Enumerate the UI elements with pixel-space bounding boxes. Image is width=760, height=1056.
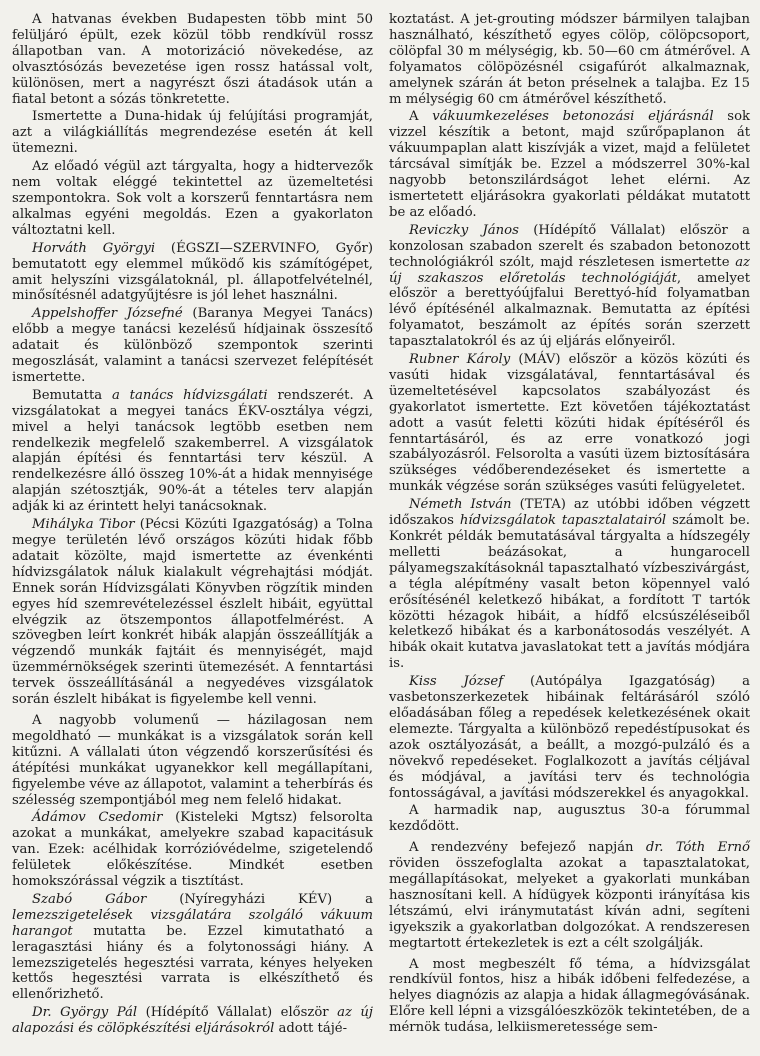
italic-text: Reviczky János xyxy=(409,222,519,238)
italic-text: Rubner Károly xyxy=(409,352,511,368)
paragraph xyxy=(12,388,373,515)
text-run: (Baranya Megyei Tanács) előbb a megye tanácsi kezelésű hídjainak összesítő adatait és különböző szempontok szerinti megoszlását, valamint a tanácsi szervezet felépítését ismertette. xyxy=(12,306,373,385)
text-run: (Nyíregyházi KÉV) a xyxy=(146,891,373,907)
text-run: , amelyet először a berettyóújfalui Berettyó-híd folyamatban lévő építésénél alkalmaznak. Bemutatta az építési folyamatot, beszámolt az építés során szerzett tapasztalatokról és az új eljárás előnyeiről. xyxy=(389,270,751,350)
text-run: (Hídépítő Vállalat) először a konzolosan szabadon szerelt és szabadon betonozott technológiákról szólt, majd részletesen ismertette xyxy=(389,222,751,270)
italic-text: Szabó Gábor xyxy=(32,891,147,907)
italic-text: Horváth Györgyi xyxy=(32,240,156,256)
text-run: rendszerét. A vizsgálatokat a megyei tanács ÉKV-osztálya végzi, mivel a helyi tanácsok legtöbb esetben nem rendelkezik megfelelő szakemberrel. A vizsgálatok alapján építési és fenntartási terv készül. A rendelkezésre álló összeg 10%-át a hidak mennyisége alapján szétosztják, 90%-át a tételes terv alapján adják ki az érintett helyi tanácsoknak. xyxy=(12,387,373,515)
italic-text: Mihályka Tibor xyxy=(32,517,135,533)
text-column-right xyxy=(389,12,750,1056)
text-run: adott tájé- xyxy=(274,1021,348,1037)
text-run: mutatta be. Ezzel kimutatható a leragasztási hiány és a folytonossági hiány. A lemezszigetelés hegesztési varrata, kényes helyeken kettős hegesztési varrata is elkészíthető és ellenőrizhető. xyxy=(12,923,373,1003)
text-run: (Pécsi Közúti Igazgatóság) a Tolna megye területén lévő országos közúti hidak főbb adatait közölte, majd ismertette az évenkénti hídvizsgálatok náluk kialakult végrehajtási módját. Ennek során Hídvizsgálati Könyvben rögzítik minden egyes híd szemrevételezéssel észlelt hibáit, együttal elvégzik az ötszempontos állapotfelmérést. A szövegben leírt konkrét hibák alapján összeállítják a végzendő munkák fajtáit és mennyiségét, majd üzemmérnökségek szerinti ütemezését. A fenntartási tervek összeállításánál a negyedéves vizsgálatok során észlelt hibákat is figyelembe kell venni. xyxy=(12,517,373,708)
paragraph xyxy=(389,223,750,350)
paragraph xyxy=(12,306,373,386)
text-run: (Autópálya Igazgatóság) a vasbetonszerkezetek hibáinak feltárásáról szóló előadásában főleg a repedések keletkezésének okait elemezte. Tárgyalta a különböző repedéstípusokat és azok osztályozását, a beállt, a mozgó-pulzáló és a növekvő repedéseket. Foglalkozott a javítás céljával és módjával, a javítási terv és technológia fontosságával, a javítási módszerekkel és anyagokkal. xyxy=(389,674,750,801)
italic-text: Kiss József xyxy=(409,674,504,690)
paragraph xyxy=(12,109,373,157)
text-run: röviden összefoglalta azokat a tapasztalatokat, megállapításokat, melyeket a gyakorlati munkában hasznosítani kell. A hídügyek központi irányítása kis létszámú, elvi iránymutatást kíván adni, segíteni igyekszik a gyakorlatban dolgozókat. A rendszeresen megtartott értekezletek is ezt a célt szolgálják. xyxy=(389,856,750,951)
text-column-left xyxy=(12,12,373,1056)
paragraph xyxy=(12,1005,373,1037)
italic-text: dr. Tóth Ernő xyxy=(645,840,750,856)
paragraph xyxy=(12,810,373,890)
paragraph xyxy=(12,241,373,305)
italic-text: vákuumkezeléses betonozási eljárásnál xyxy=(432,109,714,125)
text-run: A rendezvény befejező napján xyxy=(409,840,646,856)
paragraph xyxy=(12,892,373,1003)
text-run: (MÁV) először a közös közúti és vasúti hidak vizsgálatával, fenntartásával és üzemeltetésével kapcsolatos szabályozást és gyakorlatot ismertette. Ezt követően tájékoztatást adott a vasút feletti közúti hidak építéséről és fenntartásáról, és az erre vonatkozó jogi szabályozásról. Felsorolta a vasúti üzem biztosítására szükséges védőberendezéseket és ismertette a munkák végzése során szükséges vasúti felügyeletet. xyxy=(389,352,750,495)
italic-text: lemezszigetelések vizsgálatára szolgáló vákuum harangot xyxy=(12,907,373,939)
italic-text: Ádámov Csedomir xyxy=(32,810,163,826)
paragraph xyxy=(389,109,750,220)
italic-text: Appelshoffer Józsefné xyxy=(32,306,183,322)
text-run: számolt be. Konkrét példák bemutatásával tárgyalta a hídszegély melletti beázásokat, a hungarocell pályamegszakításoknál tapasztalható vízbeszivárgást, a tégla alépítmény vasalt beton köpennyel való erősítésénél keletkező hibákat, a fordított T tartók közötti hézagok hibáit, a hídfő elcsúszéléseiből keletkező hibákat és a karbonátosodás veszélyét. A hibák okait kutatva javaslatokat tett a javítás módjára is. xyxy=(389,513,750,672)
text-run: koztatást. A jet-grouting módszer bármilyen talajban használható, készíthető egyes cölöp, cölöpcsoport, cölöpfal 30 m mélységig, kb. 50—60 cm átmérővel. A folyamatos cölöpözésnél csigafúrót alkalmaznak, amelynek szárán át beton préselnek a talajba. Ez 15 m mélységig 60 cm átmérővel készíthető. xyxy=(389,12,750,107)
paragraph xyxy=(389,12,750,107)
paragraph xyxy=(12,159,373,239)
text-run: A harmadik nap, augusztus 30-a fórummal kezdődött. xyxy=(389,803,750,835)
paragraph xyxy=(12,12,373,107)
italic-text: a tanács hídvizsgálati xyxy=(111,387,268,403)
italic-text: hídvizsgálatok tapasztalatairól xyxy=(459,513,667,529)
paragraph xyxy=(12,713,373,808)
text-run: A xyxy=(409,109,433,125)
text-run: Az előadó végül azt tárgyalta, hogy a hidtervezők nem voltak eléggé tekintettel az üzemeltetési szempontokra. Sok volt a korszerű fenntartásra nem alkalmas egyéni megoldás. Ezen a gyakorlaton változtatni kell. xyxy=(12,159,373,238)
text-run: Ismertette a Duna-hidak új felújítási programját, azt a világkiállítás megrendezése esetén át kell ütemezni. xyxy=(12,109,373,157)
paragraph xyxy=(389,674,750,801)
paragraph xyxy=(389,803,750,835)
text-run: Bemutatta xyxy=(32,387,112,403)
text-run: (Kisteleki Mgtsz) felsorolta azokat a munkákat, amelyekre szabad kapacitásuk van. Ezek: acélhidak korrózióvédelme, szigetelendő felületek előkészítése. Mindkét esetben homokszórással végzik a tisztítást. xyxy=(12,810,374,890)
text-run: (TETA) az utóbbi időben végzett időszakos xyxy=(389,497,750,529)
text-run: A hatvanas években Budapesten több mint 50 felüljáró épült, ezek közül több rendkívül rossz állapotban van. A motorizáció növekedése, az olvasztósózás bevezetése igen rossz hatással volt, különösen, mert a nagyrészt őszi átadások után a fiatal betont a sózás tönkretette. xyxy=(12,12,373,107)
italic-text: az új szakaszos előretolás technológiáját xyxy=(389,254,750,286)
text-run: A most megbeszélt fő téma, a hídvizsgálat rendkívül fontos, hisz a hibák időbeni felfedezése, a helyes diagnózis az alapja a hidak állagmegóvásának. Előre kell lépni a vizsgálóeszközök tekintetében, de a mérnök tudása, lelkiismeretessége sem- xyxy=(389,956,750,1036)
paragraph xyxy=(389,957,750,1037)
paragraph xyxy=(389,352,750,495)
italic-text: az új alapozási és cölöpkészítési eljárásokról xyxy=(12,1005,373,1037)
text-run: A nagyobb volumenű — házilagosan nem megoldható — munkákat is a vizsgálatok során kell kitűzni. A vállalati úton végzendő korszerűsítési és átépítési munkákat ugyanekkor kell megállapítani, figyelembe véve az állapotot, valamint a teherbírás és szélesség szempontjából meg nem felelő hidakat. xyxy=(12,712,373,808)
italic-text: Dr. György Pál xyxy=(32,1005,138,1021)
text-run: sok vizzel készítik a betont, majd szűrőpaplanon át vákuumpaplan alatt kiszívják a vizet, majd a felületet tárcsával simítják be. Ezzel a módszerrel 30%-kal nagyobb betonszilárdságot lehet elérni. Az ismertetett eljárásokra gyakorlati példákat mutatott be az előadó. xyxy=(389,109,751,220)
text-run: (ÉGSZI—SZERVINFO, Győr) bemutatott egy elemmel működő kis számítógépet, amit helyszíni vizsgálatoknál, pl. állapotfelvételnél, minősítésnél adatgyűjtésre is jól lehet használni. xyxy=(12,240,373,304)
paragraph xyxy=(389,840,750,951)
text-run: (Hídépítő Vállalat) először xyxy=(137,1005,338,1021)
paragraph xyxy=(12,517,373,708)
italic-text: Németh István xyxy=(409,497,512,513)
paragraph xyxy=(389,497,750,672)
